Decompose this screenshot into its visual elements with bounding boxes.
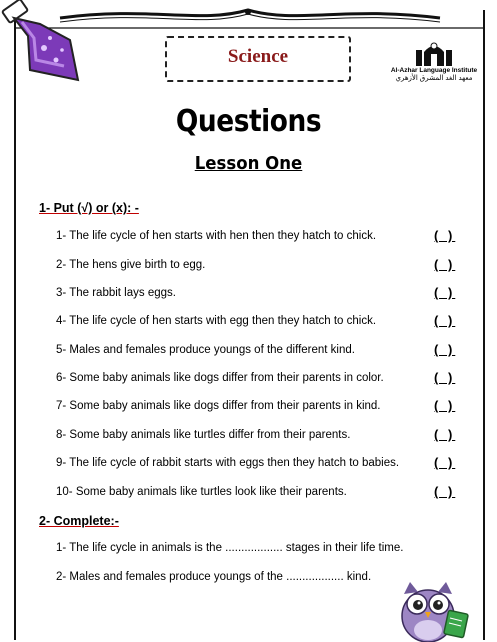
question-item: 1- The life cycle in animals is the .................. stages in their life time. (56, 542, 404, 554)
page-title: Questions (175, 104, 322, 139)
question-item: 2- The hens give birth to egg. (56, 259, 206, 271)
answer-blank[interactable]: ( ) (434, 313, 456, 328)
answer-blank[interactable]: ( ) (434, 427, 456, 442)
subject-box (165, 36, 351, 82)
question-item: 7- Some baby animals like dogs differ from their parents in kind. (56, 400, 381, 412)
answer-blank[interactable]: ( ) (434, 342, 456, 357)
lesson-title: Lesson One (194, 153, 303, 174)
section-heading-true-false: 1- Put (√) or (x): - (39, 201, 139, 215)
question-item: 9- The life cycle of rabbit starts with eggs then they hatch to babies. (56, 457, 400, 469)
question-item: 5- Males and females produce youngs of the different kind. (56, 344, 355, 356)
question-item: 2- Males and females produce youngs of the .................. kind. (56, 571, 372, 583)
answer-blank[interactable]: ( ) (434, 455, 456, 470)
institute-logo (378, 40, 490, 90)
answer-blank[interactable]: ( ) (434, 257, 456, 272)
answer-blank[interactable]: ( ) (434, 484, 456, 499)
institute-emblem-icon (412, 40, 456, 66)
question-item: 10- Some baby animals like turtles look like their parents. (56, 486, 347, 498)
answer-blank[interactable]: ( ) (434, 398, 456, 413)
question-item: 4- The life cycle of hen starts with egg then they hatch to chick. (56, 315, 377, 327)
flask-icon (0, 0, 90, 100)
section-heading-complete: 2- Complete:- (39, 514, 119, 528)
question-item: 6- Some baby animals like dogs differ from their parents in color. (56, 372, 384, 384)
answer-blank[interactable]: ( ) (434, 285, 456, 300)
question-item: 3- The rabbit lays eggs. (56, 287, 176, 299)
question-item: 8- Some baby animals like turtles differ from their parents. (56, 429, 351, 441)
logo-arabic-text: معهد الغد المشرق الأزهري (395, 75, 473, 82)
subject-label: Science (227, 46, 289, 67)
question-item: 1- The life cycle of hen starts with hen then they hatch to chick. (56, 230, 377, 242)
logo-english-text: Al-Azhar Language Institute (390, 67, 478, 74)
answer-blank[interactable]: ( ) (434, 370, 456, 385)
owl-mascot-icon (392, 576, 472, 642)
answer-blank[interactable]: ( ) (434, 228, 456, 243)
